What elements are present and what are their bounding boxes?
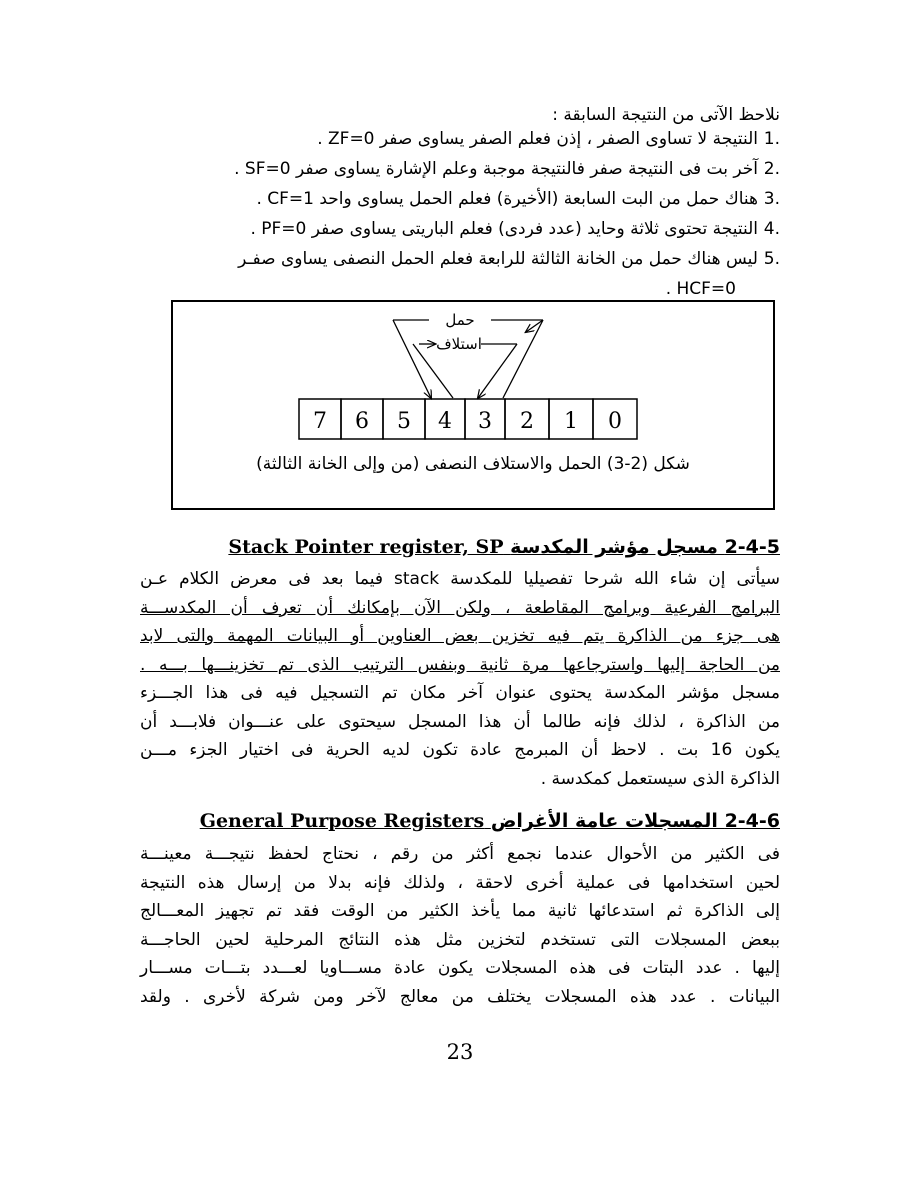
page-number: 23 — [446, 1040, 474, 1064]
carry-arrow — [393, 320, 543, 398]
paragraph-line: سيأتى إن شاء الله شرحا تفصيليا للمكدسة stack فيما بعد فى معرض الكلام عـن — [140, 569, 780, 589]
list-item — [140, 184, 780, 214]
list-item — [140, 124, 780, 154]
bit-label: 4 — [438, 409, 452, 434]
list-item — [140, 244, 780, 304]
bit-label: 6 — [355, 409, 369, 434]
list-item-number: .3 — [763, 189, 780, 209]
section-heading-general-purpose — [200, 810, 780, 832]
paragraph-line: هى جزء من الذاكرة يتم فيه تخزين بعض العناوين أو البيانات المهمة والتى لابد — [140, 626, 780, 646]
list-item — [140, 154, 780, 184]
bit-label: 0 — [608, 409, 622, 434]
bit-diagram — [173, 302, 773, 508]
bit-label: 1 — [564, 409, 578, 434]
bit-label: 2 — [520, 409, 534, 434]
list-item-number: .5 — [763, 249, 780, 269]
paragraph-line: الذاكرة الذى سيستعمل كمكدسة . — [540, 768, 780, 789]
list-item — [140, 214, 780, 244]
list-item-continuation: HCF=0 . — [665, 279, 736, 299]
heading-english: General Purpose Registers — [199, 810, 485, 832]
paragraph-line: مسجل مؤشر المكدسة يحتوى عنوان آخر مكان تم التسجيل فيه فى هذا الجـــزء — [140, 683, 780, 703]
carry-label: حمل — [445, 311, 475, 329]
list-item-text: هناك حمل من البت السابعة (الأخيرة) فعلم الحمل يساوى واحد CF=1 . — [256, 189, 758, 209]
general-purpose-paragraph — [140, 840, 780, 1011]
bit-label: 7 — [313, 409, 327, 434]
list-item-text: النتيجة تحتوى ثلاثة وحايد (عدد فردى) فعلم الباريتى يساوى صفر PF=0 . — [250, 219, 758, 239]
list-item-number: .4 — [763, 219, 780, 239]
paragraph-line: فى الكثير من الأحوال عندما نجمع أكثر من رقم ، نحتاج لحفظ نتيجـــة معينـــة — [140, 844, 780, 864]
list-item-text: آخر بت فى النتيجة صفر فالنتيجة موجبة وعلم الإشارة يساوى صفر SF=0 . — [234, 159, 758, 179]
heading-arabic: 2-4-6 المسجلات عامة الأغراض — [490, 810, 780, 832]
heading-english: Stack Pointer register, SP — [228, 536, 504, 558]
section-heading-stack-pointer — [228, 536, 780, 558]
list-item-number: .1 — [763, 129, 780, 149]
list-item-number: .2 — [763, 159, 780, 179]
paragraph-line: إليها . عدد البتات فى هذه المسجلات يكون عادة مســـاويا لعـــدد بتـــات مســـار — [140, 958, 780, 978]
paragraph-line: من الذاكرة ، لذلك فإنه طالما أن هذا المسجل سيحتوى على عنـــوان فلابـــد أن — [140, 711, 780, 732]
half-carry-figure — [171, 300, 775, 510]
list-item-text: النتيجة لا تساوى الصفر ، إذن فعلم الصفر يساوى صفر ZF=0 . — [317, 129, 758, 149]
list-item-text: ليس هناك حمل من الخانة الثالثة للرابعة فعلم الحمل النصفى يساوى صفـر — [238, 249, 758, 269]
paragraph-line: البيانات . عدد هذه المسجلات يختلف من معالج لآخر ومن شركة لأخرى . ولقد — [140, 986, 780, 1007]
intro-line: نلاحظ الآتى من النتيجة السابقة : — [552, 105, 780, 125]
bit-label: 5 — [397, 409, 411, 434]
paragraph-line: يكون 16 بت . لاحظ أن المبرمج عادة تكون لديه الحرية فى اختيار الجزء مـــن — [140, 740, 780, 760]
paragraph-line: لحين استخدامها فى عملية أخرى لاحقة ، ولذلك فإنه بدلا من إرسال هذه النتيجة — [140, 872, 780, 893]
paragraph-line: من الحاجة إليها واسترجاعها مرة ثانية وبنفس الترتيب الذى تم تخزينـــها بـــه . — [140, 654, 780, 675]
paragraph-line: إلى الذاكرة ثم استدعائها ثانية مما يأخذ الكثير من الوقت فقد تم تجهيز المعـــالج — [140, 901, 780, 921]
borrow-label: استلاف — [436, 335, 482, 353]
stack-pointer-paragraph — [140, 565, 780, 793]
flag-list — [140, 124, 780, 304]
figure-caption: شكل (2-3) الحمل والاستلاف النصفى (من وإلى الخانة الثالثة) — [256, 454, 690, 474]
bit-cells — [299, 399, 637, 439]
heading-arabic: 2-4-5 مسجل مؤشر المكدسة — [510, 536, 780, 558]
paragraph-line: البرامج الفرعية وبرامج المقاطعة ، ولكن الآن بإمكانك أن تعرف أن المكدســـة — [140, 597, 780, 618]
bit-label: 3 — [478, 409, 492, 434]
paragraph-line: ببعض المسجلات التى تستخدم لتخزين مثل هذه النتائج المرحلية لحين الحاجـــة — [140, 929, 780, 950]
